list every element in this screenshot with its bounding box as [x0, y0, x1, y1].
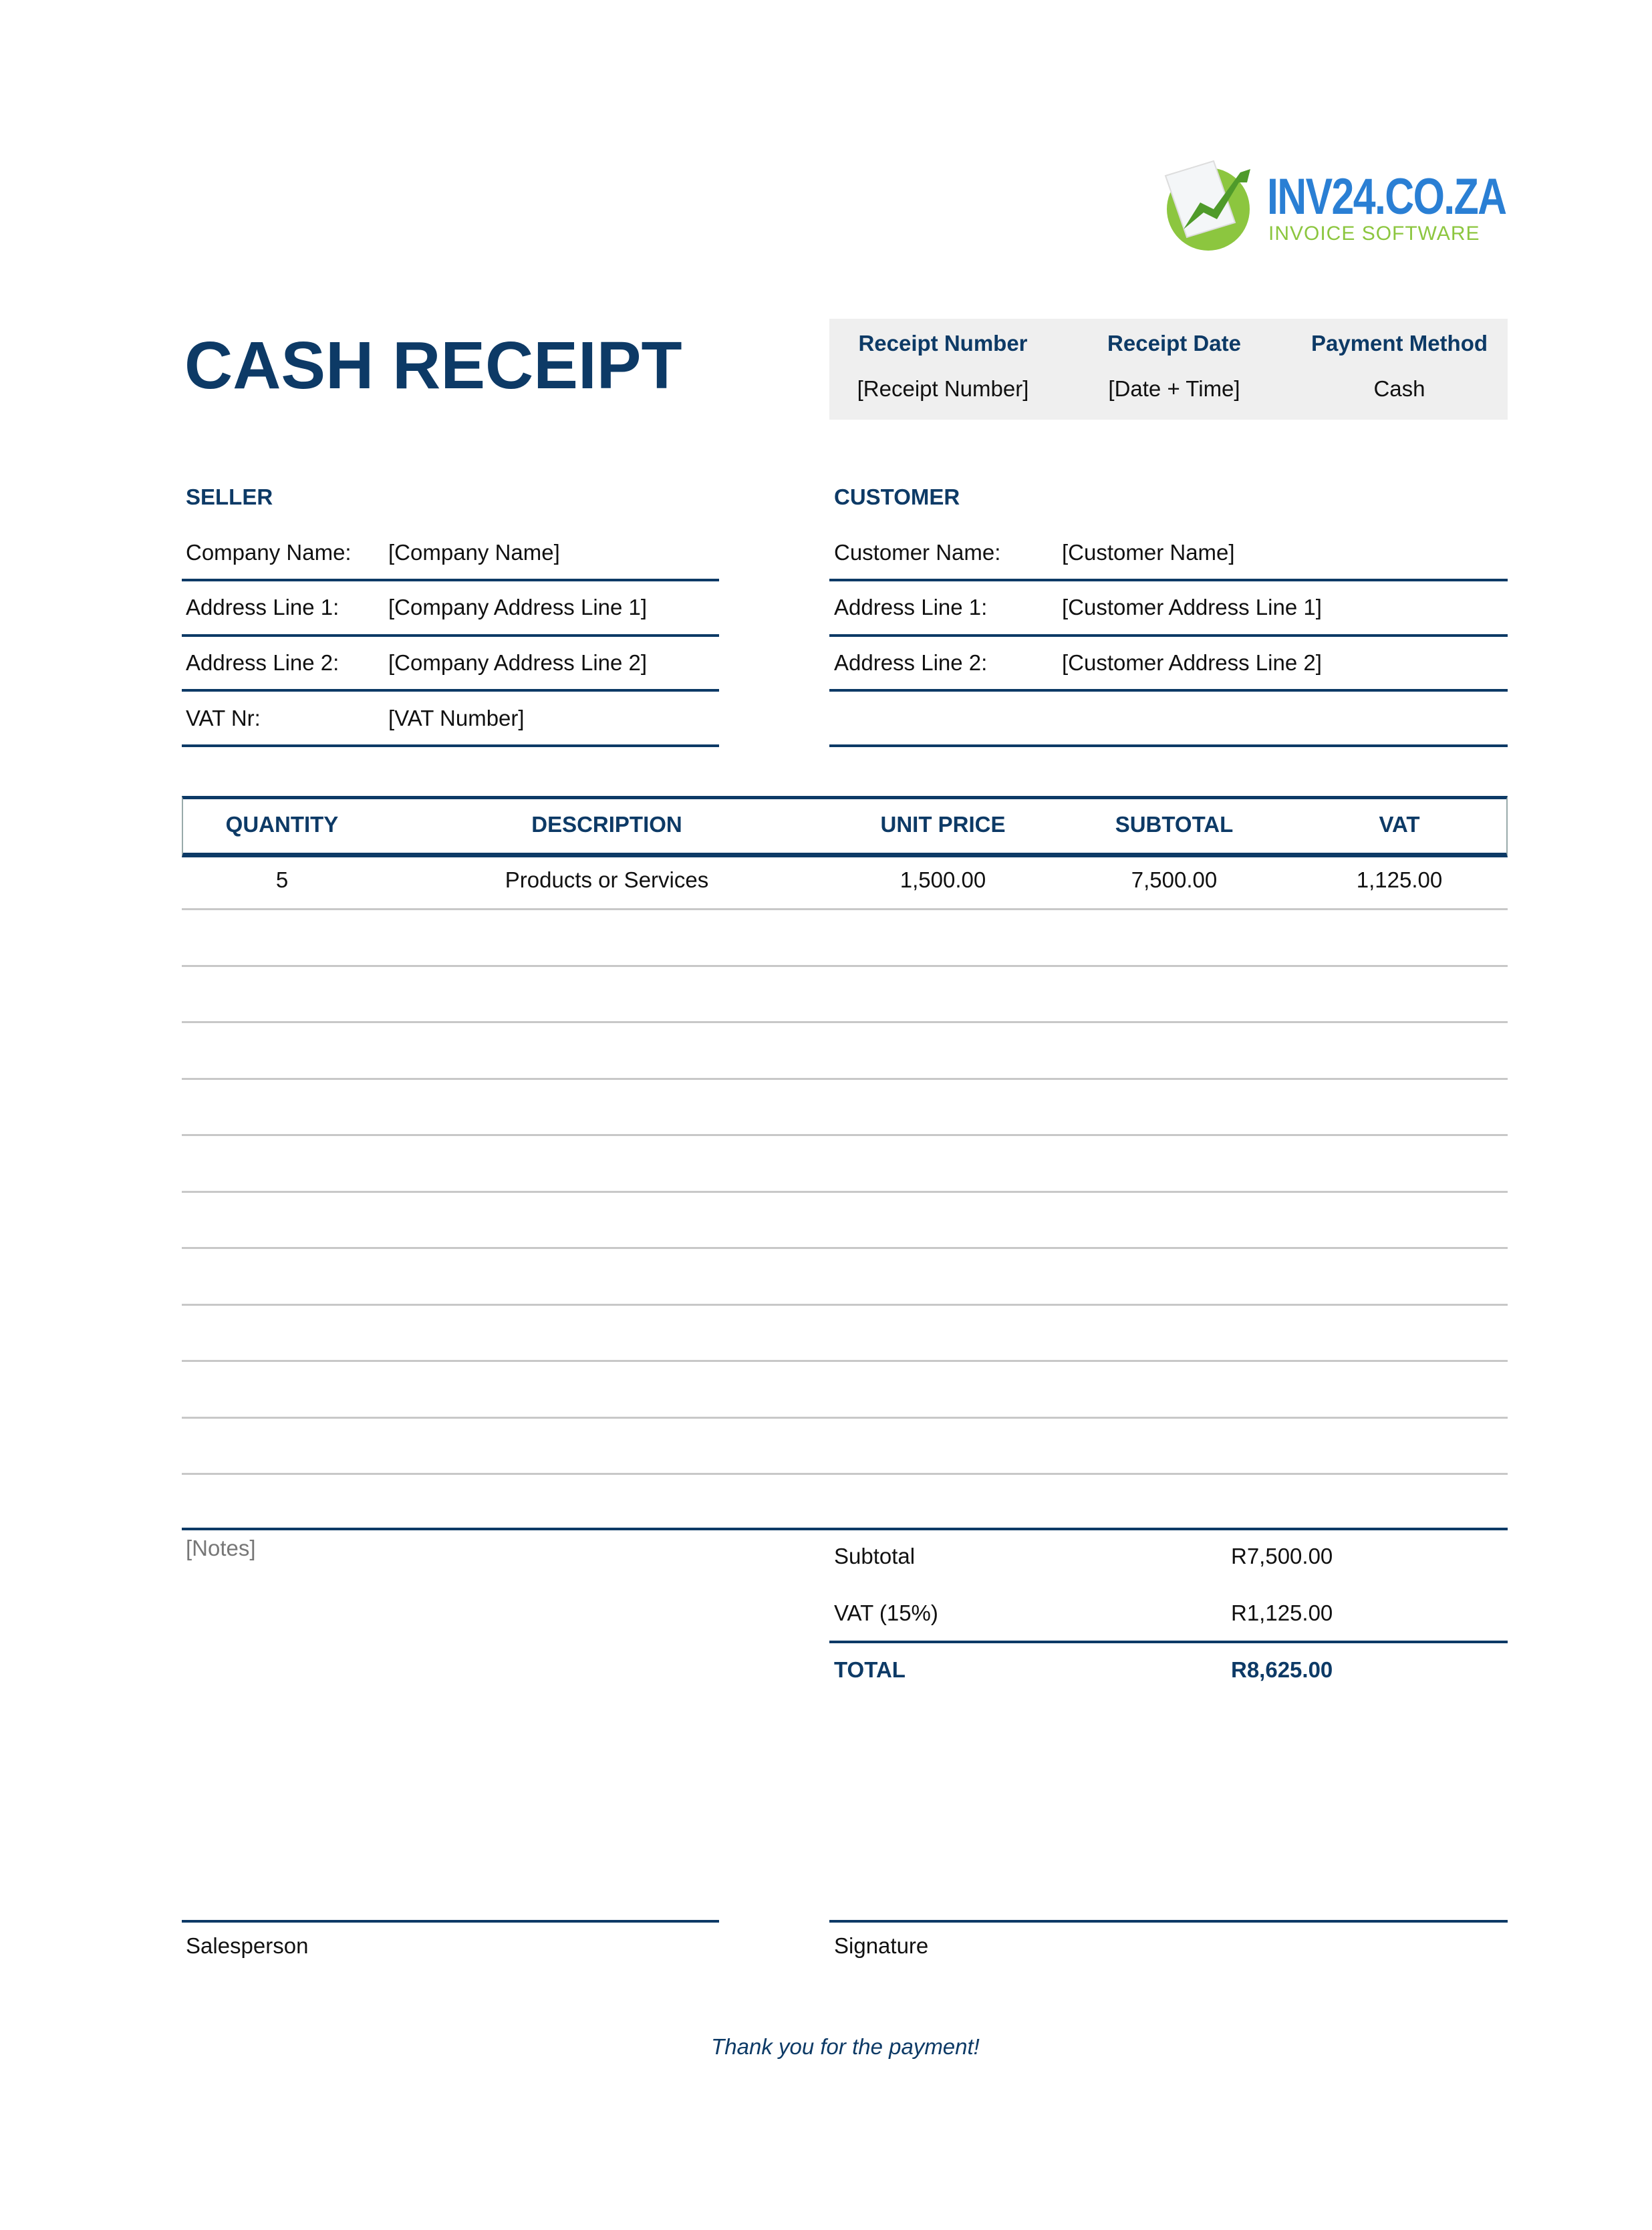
- vat-value: R1,125.00: [1231, 1600, 1333, 1625]
- company-logo: [1160, 156, 1506, 256]
- seller-value: [Company Address Line 2]: [388, 650, 648, 675]
- customer-value: [Customer Address Line 1]: [1062, 595, 1322, 619]
- subtotal-label: Subtotal: [834, 1544, 916, 1568]
- thank-you-note: Thank you for the payment!: [711, 2034, 980, 2059]
- payment-method-value: Cash: [1373, 376, 1425, 401]
- table-row-divider: [182, 1134, 1508, 1136]
- customer-value: [Customer Name]: [1062, 540, 1235, 565]
- receipt-number-label: Receipt Number: [858, 331, 1028, 356]
- table-row-divider: [182, 1021, 1508, 1023]
- column-header-vat: VAT: [1379, 812, 1420, 837]
- cell-subtotal: 7,500.00: [1131, 867, 1218, 892]
- customer-label: Customer Name:: [834, 540, 1001, 565]
- cell-quantity: 5: [275, 867, 289, 892]
- seller-label: Address Line 1:: [186, 595, 339, 619]
- table-row-divider: [182, 1304, 1508, 1306]
- column-header-quantity: QUANTITY: [225, 812, 339, 837]
- seller-value: [Company Name]: [388, 540, 560, 565]
- total-value: R8,625.00: [1231, 1657, 1333, 1682]
- cell-description: Products or Services: [505, 867, 709, 892]
- table-row-divider: [182, 908, 1508, 910]
- table-row-divider: [182, 1191, 1508, 1193]
- vat-label: VAT (15%): [834, 1600, 938, 1625]
- seller-label: Address Line 2:: [186, 650, 339, 675]
- table-row-divider: [182, 965, 1508, 967]
- seller-label: VAT Nr:: [186, 706, 261, 730]
- receipt-meta-box: [829, 319, 1508, 420]
- table-row-divider: [182, 1360, 1508, 1362]
- column-header-subtotal: SUBTOTAL: [1115, 812, 1234, 837]
- table-row-divider: [182, 1473, 1508, 1475]
- cell-unit-price: 1,500.00: [900, 867, 986, 892]
- payment-method-label: Payment Method: [1311, 331, 1488, 356]
- table-row-divider: [182, 1078, 1508, 1080]
- seller-heading: SELLER: [186, 484, 273, 509]
- items-table-header: [182, 796, 1508, 857]
- customer-heading: CUSTOMER: [834, 484, 960, 509]
- table-bottom-divider: [182, 1528, 1508, 1530]
- table-row-divider: [182, 1417, 1508, 1419]
- receipt-date-value: [Date + Time]: [1108, 376, 1240, 401]
- column-header-unit-price: UNIT PRICE: [880, 812, 1006, 837]
- customer-label: Address Line 2:: [834, 650, 988, 675]
- signature-label: Signature: [834, 1933, 929, 1958]
- receipt-number-value: [Receipt Number]: [857, 376, 1029, 401]
- receipt-date-label: Receipt Date: [1107, 331, 1241, 356]
- logo-tagline: INVOICE SOFTWARE: [1268, 223, 1480, 245]
- table-row-divider: [182, 1247, 1508, 1249]
- notes: [Notes]: [186, 1536, 256, 1560]
- salesperson-line: [182, 1920, 719, 1923]
- logo-icon: [1160, 156, 1260, 256]
- total-label: TOTAL: [834, 1657, 906, 1682]
- customer-value: [Customer Address Line 2]: [1062, 650, 1322, 675]
- salesperson-label: Salesperson: [186, 1933, 309, 1958]
- logo-name: INV24.CO.ZA: [1267, 168, 1506, 225]
- page-title: CASH RECEIPT: [184, 328, 682, 403]
- seller-value: [VAT Number]: [388, 706, 525, 730]
- column-header-description: DESCRIPTION: [531, 812, 682, 837]
- subtotal-value: R7,500.00: [1231, 1544, 1333, 1568]
- customer-label: Address Line 1:: [834, 595, 988, 619]
- seller-value: [Company Address Line 1]: [388, 595, 648, 619]
- cell-vat: 1,125.00: [1356, 867, 1443, 892]
- signature-line: [829, 1920, 1508, 1923]
- seller-label: Company Name:: [186, 540, 352, 565]
